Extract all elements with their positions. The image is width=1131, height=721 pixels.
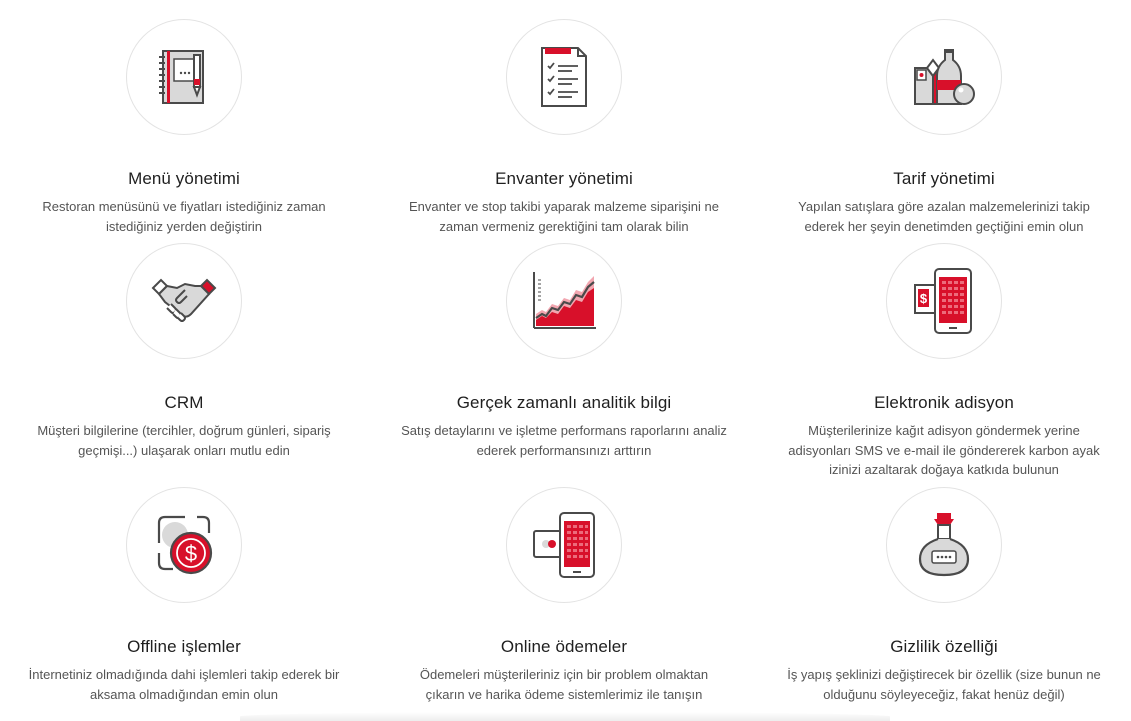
feature-icon-circle — [126, 487, 242, 603]
feature-icon-circle — [886, 487, 1002, 603]
feature-title: Menü yönetimi — [128, 169, 240, 188]
feature-description: Yapılan satışlara göre azalan malzemelerinizi takip ederek her şeyin denetimden geçtiğini emin olun — [798, 199, 1090, 234]
inventory-checklist-icon — [536, 44, 592, 110]
svg-text:$: $ — [184, 541, 198, 566]
online-payment-icon — [530, 511, 598, 579]
feature-icon-circle — [506, 243, 622, 359]
feature-description: Satış detaylarını ve işletme performans raporlarını analiz ederek performansınızı arttırın — [401, 423, 727, 458]
menu-notebook-icon — [154, 45, 214, 109]
feature-icon-circle — [506, 19, 622, 135]
feature-description: Müşterilerinize kağıt adisyon göndermek yerine adisyonları SMS ve e-mail ile göndererek karbon ayak izinizi azaltarak doğaya katkıda bulunun — [788, 423, 1100, 477]
secret-flask-icon — [916, 511, 972, 579]
feature-title: Gerçek zamanlı analitik bilgi — [456, 393, 672, 412]
recipe-groceries-icon — [911, 46, 977, 108]
feature-icon-circle — [126, 19, 242, 135]
feature-description: İş yapış şeklinizi değiştirecek bir özellik (size bunun ne olduğunu söyleyeceğiz, fakat henüz değil) — [787, 667, 1101, 702]
bottom-shadow-divider — [240, 712, 890, 721]
feature-icon-circle — [886, 19, 1002, 135]
feature-title: Elektronik adisyon — [874, 393, 1014, 412]
feature-electronic-receipt — [754, 243, 1131, 480]
feature-description: Envanter ve stop takibi yaparak malzeme siparişini ne zaman vermeniz gerektiğini tam olarak bilin — [409, 199, 719, 234]
handshake-icon — [151, 276, 217, 326]
feature-description: Restoran menüsünü ve fiyatları istediğiniz zaman istediğiniz yerden değiştirin — [42, 199, 326, 234]
feature-icon-circle — [886, 243, 1002, 359]
feature-realtime-analytics — [374, 243, 754, 460]
feature-title: Online ödemeler — [500, 637, 628, 656]
analytics-chart-icon — [530, 270, 598, 332]
svg-text:$: $ — [919, 291, 928, 306]
mobile-receipt-icon — [913, 267, 975, 335]
feature-title: Tarif yönetimi — [893, 169, 995, 188]
feature-recipe-management — [754, 19, 1131, 236]
feature-privacy — [754, 487, 1131, 704]
feature-title: Gizlilik özelliği — [890, 637, 998, 656]
feature-menu-management — [0, 19, 374, 236]
feature-online-payments — [374, 487, 754, 704]
feature-offline-operations — [0, 487, 374, 704]
feature-title: Envanter yönetimi — [495, 169, 633, 188]
feature-description: Ödemeleri müşterileriniz için bir problem olmaktan çıkarın ve harika ödeme sistemlerimiz ile tanışın — [419, 667, 709, 702]
offline-dollar-icon — [151, 513, 217, 577]
feature-description: Müşteri bilgilerine (tercihler, doğrum günleri, sipariş geçmişi...) ulaşarak onları mutlu edin — [37, 423, 331, 458]
feature-icon-circle — [506, 487, 622, 603]
feature-inventory-management — [374, 19, 754, 236]
feature-crm — [0, 243, 374, 460]
feature-description: İnternetiniz olmadığında dahi işlemleri takip ederek bir aksama olmadığından emin olun — [28, 667, 340, 702]
feature-title: CRM — [164, 393, 204, 412]
feature-title: Offline işlemler — [127, 637, 241, 656]
feature-icon-circle — [126, 243, 242, 359]
